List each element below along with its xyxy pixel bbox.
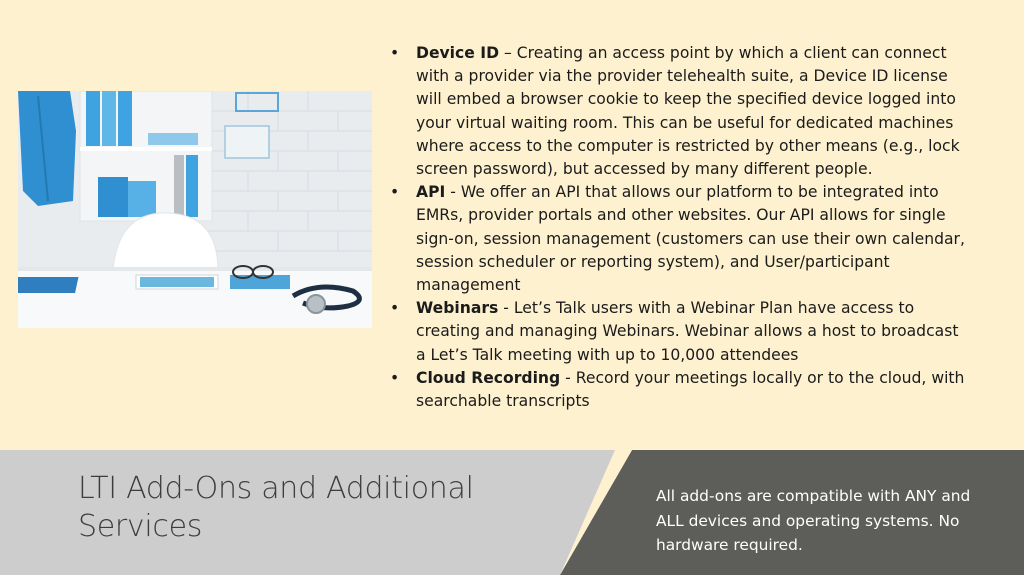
bullet-term: API [416,183,446,202]
bullet-text: - We offer an API that allows our platform to be integrated into EMRs, provider portals and other websites. Our API allows for single sign-on, session management (customers can use their own calendar, session scheduler or reporting system), and User/participant management [416,183,965,295]
office-desk-photo [18,91,372,328]
slide-subtitle: All add-ons are compatible with ANY and ALL devices and operating systems. No hardware required. [656,487,971,554]
bullet-api [390,181,970,297]
add-ons-bullet-list [390,42,970,413]
bullet-webinars [390,297,970,367]
bullet-term: Device ID [416,44,500,62]
bullet-text: - Record your meetings locally or to the cloud, with searchable transcripts [416,368,965,411]
office-desk-illustration [18,91,372,328]
bullet-term: Webinars [416,299,499,318]
bullet-text: – Creating an access point by which a client can connect with a provider via the provider telehealth suite, a Device ID license will embed a browser cookie to keep the specified device logged into your virtual waiting room. This can be useful for dedicated machines where access to the computer is restricted by other means (e.g., lock screen password), but accessed by many different people. [416,44,960,179]
bullet-device-id [390,42,970,181]
bullet-term: Cloud Recording [416,368,561,387]
slide-title: LTI Add-Ons and Additional Services [78,471,474,544]
bullet-text: - Let’s Talk users with a Webinar Plan have access to creating and managing Webinars. Webinar allows a host to broadcast a Let’s Talk meeting with up to 10,000 attendees [416,299,959,364]
bullet-cloud-recording [390,367,970,413]
